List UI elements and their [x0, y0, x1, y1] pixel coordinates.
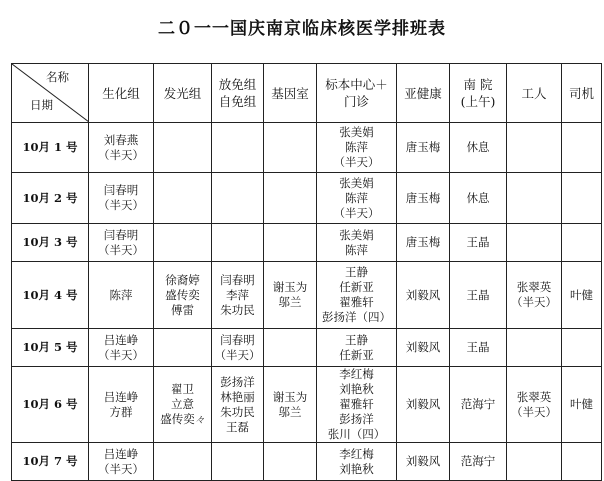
schedule-cell — [212, 262, 264, 329]
schedule-cell — [562, 262, 602, 329]
column-header-line: (上午) — [460, 94, 496, 109]
table-row — [12, 443, 602, 481]
cell-line: 王静 — [345, 265, 368, 279]
cell-line: 陈萍 — [109, 287, 133, 302]
schedule-cell — [450, 329, 507, 367]
column-header — [154, 64, 212, 123]
cell-line: 闫春明 — [103, 183, 139, 197]
column-header-line: 亚健康 — [404, 85, 442, 101]
header-row — [12, 64, 602, 123]
table-row — [12, 262, 602, 329]
schedule-cell — [397, 329, 450, 367]
schedule-cell — [212, 123, 264, 173]
column-header — [212, 64, 264, 123]
cell-line: 谢玉为 — [272, 280, 308, 294]
column-header — [450, 64, 507, 123]
cell-line: 吕连峥 — [103, 332, 139, 347]
cell-line: 朱功民 — [220, 302, 255, 317]
column-header — [317, 64, 397, 123]
cell-line: 邬兰 — [278, 295, 302, 309]
schedule-cell — [212, 224, 264, 262]
cell-line: 朱功民 — [220, 404, 255, 419]
schedule-cell — [562, 329, 602, 367]
cell-line: 任新亚 — [339, 347, 374, 362]
cell-line: 彭扬洋（四） — [322, 310, 391, 324]
schedule-cell — [89, 329, 154, 367]
cell-line: 张美娟 — [339, 227, 374, 242]
cell-line: 唐玉梅 — [405, 140, 441, 154]
schedule-cell — [317, 329, 397, 367]
schedule-cell — [397, 224, 450, 262]
cell-line: 李红梅 — [339, 367, 374, 381]
cell-line: 傅雷 — [171, 302, 194, 317]
schedule-cell — [154, 262, 212, 329]
cell-line: 翟雅轩 — [339, 397, 374, 411]
cell-line: 休息 — [466, 140, 490, 154]
cell-line: （半天） — [214, 347, 261, 362]
column-header-line: 门诊 — [343, 94, 369, 109]
schedule-cell — [317, 123, 397, 173]
column-header-line: 自免组 — [218, 94, 257, 109]
column-header-line: 发光组 — [163, 85, 202, 101]
cell-line: 吕连峥 — [103, 389, 139, 404]
schedule-cell — [450, 224, 507, 262]
column-header-line: 南 院 — [463, 77, 493, 92]
cell-line: 闫春明 — [103, 227, 139, 242]
cell-line: 王静 — [345, 332, 368, 347]
column-header — [562, 64, 602, 123]
date-cell: 10月 3 号 — [12, 224, 89, 262]
cell-line: 盛传奕々 — [160, 411, 205, 426]
schedule-cell — [450, 123, 507, 173]
page-title: 二０一一国庆南京临床核医学排班表 — [158, 19, 446, 39]
schedule-cell — [450, 262, 507, 329]
cell-line: 陈萍 — [345, 242, 368, 257]
schedule-cell — [562, 224, 602, 262]
date-cell: 10月 6 号 — [12, 367, 89, 443]
cell-line: （半天） — [98, 461, 144, 476]
schedule-cell — [562, 123, 602, 173]
schedule-cell — [89, 262, 154, 329]
column-header-line: 基因室 — [271, 85, 309, 101]
cell-line: 闫春明 — [220, 332, 255, 347]
schedule-cell — [562, 443, 602, 481]
cell-line: 张翠英 — [516, 280, 552, 294]
cell-line: 谢玉为 — [272, 389, 308, 404]
cell-line: 范海宁 — [460, 454, 496, 468]
cell-line: 刘毅风 — [405, 454, 441, 468]
cell-line: 刘艳秋 — [339, 461, 374, 476]
schedule-cell — [212, 329, 264, 367]
cell-line: 刘毅风 — [405, 340, 441, 354]
cell-line: 王磊 — [226, 419, 249, 434]
schedule-cell — [154, 367, 212, 443]
schedule-cell — [507, 123, 562, 173]
schedule-cell — [317, 367, 397, 443]
cell-line: 立意 — [171, 396, 194, 411]
cell-line: 刘春燕 — [103, 132, 139, 147]
schedule-cell — [264, 443, 317, 481]
cell-line: 王晶 — [466, 340, 490, 354]
schedule-cell — [89, 123, 154, 173]
schedule-cell — [154, 224, 212, 262]
cell-line: 翟雅轩 — [339, 295, 374, 309]
schedule-cell — [317, 173, 397, 224]
cell-line: 李红梅 — [339, 446, 374, 461]
schedule-cell — [397, 443, 450, 481]
schedule-cell — [397, 173, 450, 224]
cell-line: 叶健 — [570, 287, 593, 302]
schedule-cell — [264, 262, 317, 329]
cell-line: 刘毅风 — [405, 397, 441, 411]
schedule-cell — [397, 262, 450, 329]
cell-line: 方群 — [109, 404, 133, 419]
cell-line: 休息 — [466, 190, 490, 205]
cell-line: （半天） — [98, 198, 144, 212]
cell-line: 张翠英 — [516, 389, 552, 404]
cell-line: 张美娟 — [339, 125, 374, 139]
cell-line: 吕连峥 — [103, 446, 139, 461]
schedule-cell — [507, 224, 562, 262]
schedule-cell — [264, 173, 317, 224]
date-cell: 10月 2 号 — [12, 173, 89, 224]
cell-line: 张美娟 — [339, 175, 374, 190]
cell-line: 叶健 — [570, 397, 593, 411]
schedule-cell — [450, 173, 507, 224]
column-header-line: 生化组 — [102, 85, 140, 101]
schedule-cell — [89, 367, 154, 443]
schedule-cell — [264, 224, 317, 262]
schedule-cell — [507, 367, 562, 443]
cell-line: 李萍 — [226, 287, 249, 302]
schedule-cell — [154, 123, 212, 173]
table-row — [12, 224, 602, 262]
schedule-cell — [89, 224, 154, 262]
cell-line: 范海宁 — [460, 397, 496, 411]
cell-line: （半天） — [98, 147, 144, 162]
schedule-cell — [154, 329, 212, 367]
cell-line: 刘毅风 — [405, 287, 441, 302]
schedule-cell — [507, 443, 562, 481]
column-header-line: 放免组 — [218, 77, 257, 92]
cell-line: （半天） — [98, 347, 144, 362]
date-cell: 10月 5 号 — [12, 329, 89, 367]
column-header — [397, 64, 450, 123]
cell-line: 陈萍 — [345, 140, 368, 154]
schedule-cell — [562, 367, 602, 443]
column-header-line: 司机 — [568, 85, 594, 101]
schedule-cell — [317, 262, 397, 329]
cell-line: 陈萍 — [345, 190, 368, 205]
table-row — [12, 329, 602, 367]
column-header-line: 标本中心＋ — [325, 77, 388, 92]
cell-line: 任新亚 — [339, 280, 374, 294]
schedule-cell — [507, 329, 562, 367]
schedule-cell — [507, 173, 562, 224]
corner-label-date: 日期 — [30, 98, 53, 112]
schedule-cell — [397, 123, 450, 173]
table-row — [12, 173, 602, 224]
cell-line: （半天） — [333, 155, 380, 169]
cell-line: 刘艳秋 — [339, 382, 374, 396]
column-header-line: 工人 — [521, 85, 547, 101]
schedule-table — [11, 63, 602, 481]
cell-line: 王晶 — [466, 287, 490, 302]
schedule-cell — [264, 123, 317, 173]
cell-line: 彭扬洋 — [339, 412, 374, 426]
schedule-cell — [89, 443, 154, 481]
cell-line: 翟卫 — [171, 381, 194, 396]
schedule-cell — [450, 443, 507, 481]
date-cell: 10月 4 号 — [12, 262, 89, 329]
column-header — [89, 64, 154, 123]
cell-line: 邬兰 — [278, 404, 302, 419]
schedule-cell — [562, 173, 602, 224]
cell-line: （半天） — [511, 404, 557, 419]
schedule-cell — [317, 224, 397, 262]
column-header — [264, 64, 317, 123]
cell-line: 王晶 — [466, 235, 490, 249]
schedule-cell — [89, 173, 154, 224]
corner-label-name: 名称 — [46, 70, 69, 84]
schedule-cell — [212, 173, 264, 224]
schedule-cell — [450, 367, 507, 443]
schedule-cell — [154, 443, 212, 481]
cell-line: （半天） — [511, 295, 557, 309]
column-header — [507, 64, 562, 123]
schedule-cell — [264, 367, 317, 443]
schedule-cell — [397, 367, 450, 443]
schedule-cell — [212, 443, 264, 481]
cell-line: 彭扬洋 — [220, 374, 255, 389]
schedule-cell — [317, 443, 397, 481]
cell-line: 唐玉梅 — [405, 190, 441, 205]
cell-line: 林艳丽 — [220, 389, 255, 404]
cell-line: 徐裔婷 — [165, 272, 200, 287]
cell-line: 唐玉梅 — [405, 235, 441, 249]
corner-cell — [12, 64, 89, 123]
table-row — [12, 367, 602, 443]
date-cell: 10月 7 号 — [12, 443, 89, 481]
cell-line: （半天） — [333, 205, 380, 220]
cell-line: （半天） — [98, 242, 144, 257]
date-cell: 10月 1 号 — [12, 123, 89, 173]
cell-line: 张川（四） — [327, 427, 386, 441]
table-row — [12, 123, 602, 173]
schedule-cell — [507, 262, 562, 329]
handwritten-mark: 々 — [194, 414, 205, 426]
cell-line: 闫春明 — [220, 272, 255, 287]
schedule-cell — [264, 329, 317, 367]
schedule-cell — [212, 367, 264, 443]
cell-line: 盛传奕 — [165, 287, 200, 302]
schedule-cell — [154, 173, 212, 224]
